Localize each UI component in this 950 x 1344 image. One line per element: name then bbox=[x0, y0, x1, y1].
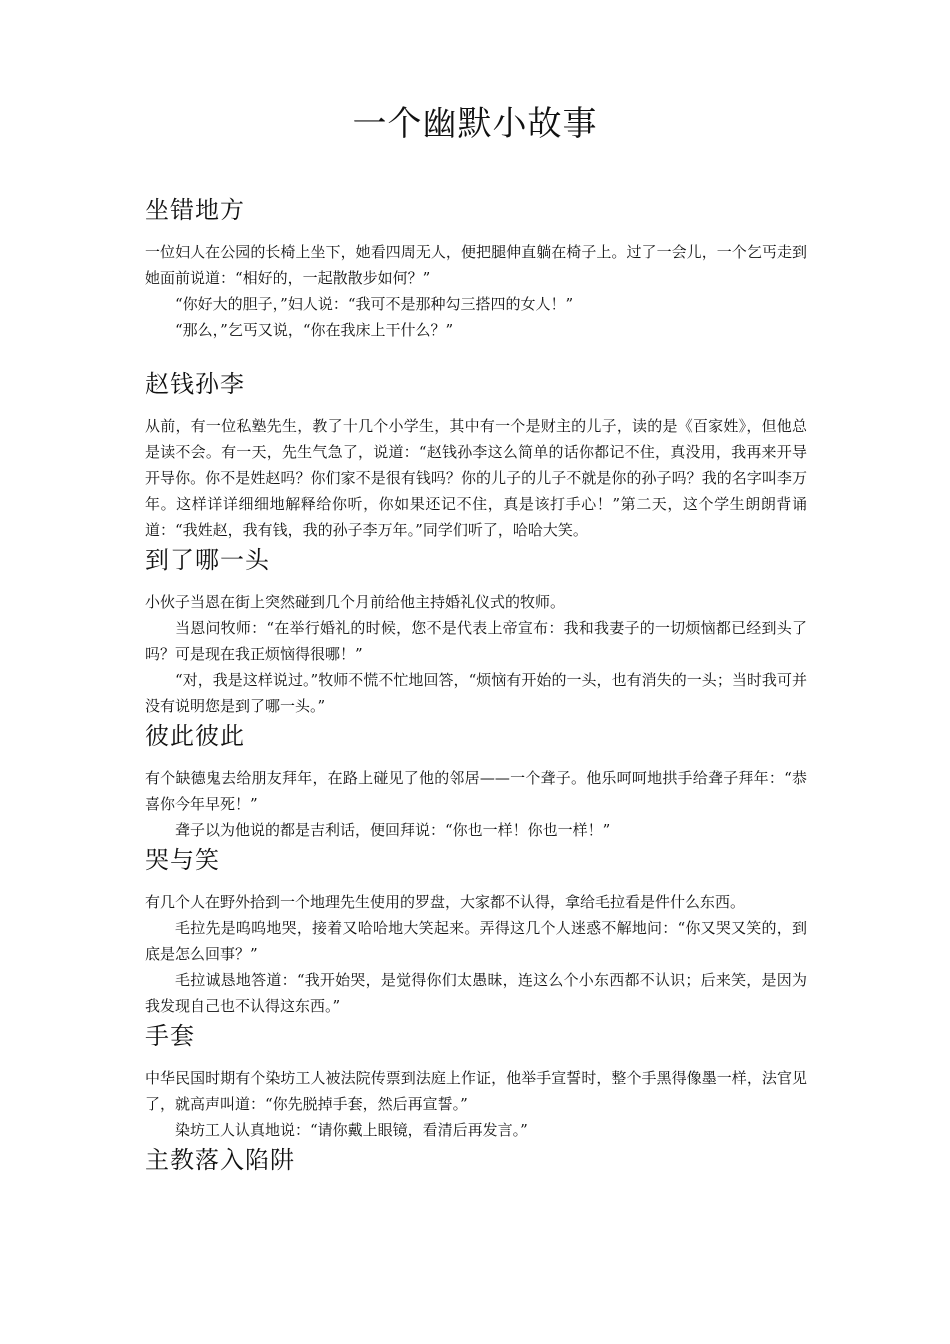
section-spacer bbox=[145, 343, 807, 367]
story-paragraph: 有几个人在野外拾到一个地理先生使用的罗盘，大家都不认得，拿给毛拉看是件什么东西。 bbox=[145, 893, 746, 911]
story-paragraph: 一位妇人在公园的长椅上坐下，她看四周无人，便把腿伸直躺在椅子上。过了一会儿，一个乞丐走到她面前说道：“相好的，一起散散步如何？” bbox=[145, 243, 807, 287]
section-heading: 主教落入陷阱 bbox=[145, 1146, 295, 1174]
section-heading: 彼此彼此 bbox=[145, 722, 245, 750]
story-section bbox=[145, 843, 807, 1019]
story-paragraph: 小伙子当恩在街上突然碰到几个月前给他主持婚礼仪式的牧师。 bbox=[145, 593, 566, 611]
story-paragraph: “你好大的胆子，”妇人说：“我可不是那种勾三搭四的女人！” bbox=[175, 295, 574, 313]
story-paragraph: 有个缺德鬼去给朋友拜年，在路上碰见了他的邻居——一个聋子。他乐呵呵地拱手给聋子拜年：“恭喜你今年早死！” bbox=[145, 769, 807, 813]
story-section bbox=[145, 1019, 807, 1143]
story-paragraph: 中华民国时期有个染坊工人被法院传票到法庭上作证，他举手宣誓时，整个手黑得像墨一样，法官见了，就高声叫道：“你先脱掉手套，然后再宣誓。” bbox=[145, 1069, 807, 1113]
story-paragraph: 当恩问牧师：“在举行婚礼的时候，您不是代表上帝宣布：我和我妻子的一切烦恼都已经到头了吗？可是现在我正烦恼得很哪！” bbox=[145, 619, 807, 663]
section-heading: 手套 bbox=[145, 1022, 195, 1050]
story-section bbox=[145, 193, 807, 343]
story-paragraph: 从前，有一位私塾先生，教了十几个小学生，其中有一个是财主的儿子，读的是《百家姓》，但他总是读不会。有一天，先生气急了，说道：“赵钱孙李这么简单的话你都记不住，真没用，我再来开导开导你。你不是姓赵吗？你们家不是很有钱吗？你的儿子的儿子不就是你的孙子吗？我的名字叫李万年。这样详详细细地解释给你听，你如果还记不住，真是该打手心！”第二天，这个学生朗朗背诵道：“我姓赵，我有钱，我的孙子李万年。”同学们听了，哈哈大笑。 bbox=[145, 417, 807, 539]
story-section bbox=[145, 1143, 807, 1177]
document-body bbox=[145, 193, 807, 1189]
story-section bbox=[145, 367, 807, 543]
story-section bbox=[145, 543, 807, 719]
story-paragraph: 毛拉先是呜呜地哭，接着又哈哈地大笑起来。弄得这几个人迷惑不解地问：“你又哭又笑的，到底是怎么回事？” bbox=[145, 919, 807, 963]
section-heading: 哭与笑 bbox=[145, 846, 220, 874]
section-heading: 坐错地方 bbox=[145, 196, 245, 224]
story-paragraph: 染坊工人认真地说：“请你戴上眼镜，看清后再发言。” bbox=[175, 1121, 528, 1139]
document-title: 一个幽默小故事 bbox=[352, 104, 598, 144]
story-paragraph: 毛拉诚恳地答道：“我开始哭，是觉得你们太愚昧，连这么个小东西都不认识；后来笑，是因为我发现自己也不认得这东西。” bbox=[145, 971, 807, 1015]
story-paragraph: 聋子以为他说的都是吉利话，便回拜说：“你也一样！你也一样！” bbox=[175, 821, 611, 839]
section-heading: 到了哪一头 bbox=[145, 546, 270, 574]
story-paragraph: “对，我是这样说过。”牧师不慌不忙地回答，“烦恼有开始的一头，也有消失的一头；当时我可并没有说明您是到了哪一头。” bbox=[145, 671, 807, 715]
story-section bbox=[145, 719, 807, 843]
section-heading: 赵钱孙李 bbox=[145, 370, 245, 398]
story-paragraph: “那么，”乞丐又说，“你在我床上干什么？” bbox=[175, 321, 454, 339]
